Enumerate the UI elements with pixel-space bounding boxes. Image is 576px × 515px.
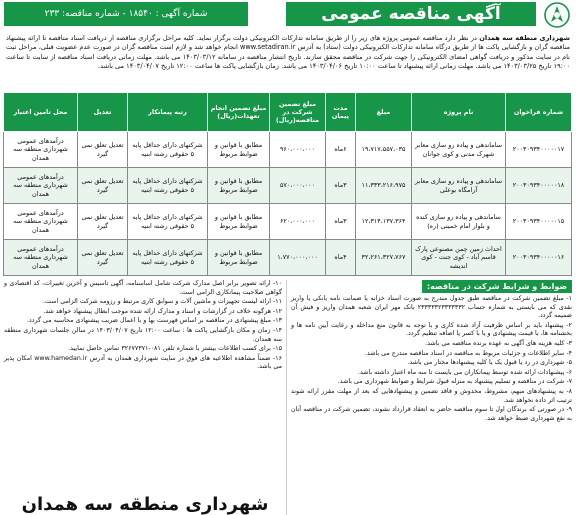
cell-call-number: ۲۰۰۳۰۹۳۴۰۰۰۰۰۱۷ (506, 132, 572, 168)
condition-item: ۶- پیشنهادات ارائه شده توسط پیمانکاران می بایست تا سه ماه اعتبار داشته باشد. (357, 368, 572, 376)
cell-project-name: ساماندهی و پیاده رو سازی کنده و بلوار امام خمینی (ره) (412, 204, 506, 240)
condition-item: ۳- کلیه هزینه های آگهی به عهده برنده مناقصه می باشد. (425, 339, 572, 347)
conditions-column-right (286, 280, 572, 515)
condition-item: ۱۵- برای کسب اطلاعات بیشتر با شماره تلفن ۰۸۱-۳۲۶۷۷۳۷۱ تماس حاصل نمایید. (68, 345, 282, 353)
intro-organization: شهرداری منطقه سه همدان (479, 34, 570, 42)
cell-bid-guarantee: ۱،۷۷۰،۰۰۰،۰۰۰ (270, 240, 326, 276)
condition-item: ۱۲- هرگونه خلاف در گزارشات و اسناد و مدارک ارائه شده موجب ابطال پیشنهاد خواهد شد. (43, 307, 282, 315)
cell-contractor-grade: شرکتهای دارای حداقل پایه ۵ حقوقی رشته ابنیه (128, 168, 208, 204)
header-contractor-grade: رتبه پیمانکار (128, 93, 208, 132)
conditions-title: ضوابط و شرایط شرکت در مناقصه: (422, 280, 572, 293)
cell-funding-source: درآمدهای عمومی شهرداری منطقه سه همدان (4, 204, 78, 240)
condition-item: ۲- پیشنهاد باید بر اساس ظرفیت آزاد شده کاری و با توجه به قانون منع مداخله و رعایت آیین نامه ها و بخشنامه ها، با قیمت پیشنهادی و یا با کسر یا اضافه تنظیم گردد. (291, 321, 572, 338)
condition-item: ۱۴- زمان و مکان بازگشایی پاکت ها : ساعت ۱۲:۰۰ تاریخ ۱۴۰۳/۰۴/۰۷ در سالن جلسات شهرداری منطقه سه همدان. (4, 326, 282, 343)
header-duration: مدت پیمان (326, 93, 356, 132)
intro-paragraph (6, 34, 570, 89)
cell-project-name: ساماندهی و پیاده رو سازی معابر آرامگاه بوعلی (412, 168, 506, 204)
cell-bid-guarantee: ۵۷۰،۰۰۰،۰۰۰ (270, 168, 326, 204)
condition-item: ۱۱- ارائه لیست تجهیزات و ماشین آلات و سوابق کاری مرتبط و رزومه شرکت الزامی است. (43, 298, 282, 306)
cell-call-number: ۲۰۰۳۰۹۳۴۰۰۰۰۰۱۵ (506, 204, 572, 240)
header-call-number: شماره فراخوان (506, 93, 572, 132)
cell-duration: ۳ماه (326, 204, 356, 240)
cell-duration: ۳ماه (326, 168, 356, 204)
condition-item: ۴- سایر اطلاعات و جزئیات مربوط به مناقصه در اسناد مناقصه مندرج می باشد. (364, 349, 572, 357)
cell-contractor-grade: شرکتهای دارای حداقل پایه ۵ حقوقی رشته ابنیه (128, 132, 208, 168)
municipality-logo-icon (544, 2, 570, 28)
condition-item: ۹- در صورتی که برندگان اول تا سوم مناقصه حاضر به انعقاد قرارداد نشوند، تضمین شرکت در مناقصه آنان به نفع شهرداری ضبط خواهد شد. (291, 406, 572, 422)
cell-funding-source: درآمدهای عمومی شهرداری منطقه سه همدان (4, 240, 78, 276)
header-bid-guarantee: مبلغ تضمین شرکت در مناقصه(ریال) (270, 93, 326, 132)
cell-performance-guarantee: مطابق با قوانین و ضوابط مربوط (208, 204, 270, 240)
header-performance-guarantee: مبلغ تضمین انجام تعهدات(ریال) (208, 93, 270, 132)
cell-amount: ۱۹،۷۱۷،۵۵۷،۰۳۵ (356, 132, 412, 168)
cell-call-number: ۲۰۰۳۰۹۳۴۰۰۰۰۰۱۸ (506, 168, 572, 204)
table-row (4, 168, 572, 204)
table-header-row (4, 93, 572, 132)
cell-adjustment: تعدیل تعلق نمی گیرد (78, 168, 128, 204)
notice-number: شماره آگهی : ۱۸۵۴۰ - شماره مناقصه: ۲۳۳ (4, 2, 248, 26)
cell-call-number: ۲۰۰۳۰۹۳۴۰۰۰۰۰۱۶ (506, 240, 572, 276)
cell-performance-guarantee: مطابق با قوانین و ضوابط مربوط (208, 240, 270, 276)
cell-amount: ۱۲،۳۱۴،۱۳۷،۳۶۴ (356, 204, 412, 240)
intro-text: در نظر دارد مناقصه عمومی پروژه های زیر را از طریق سامانه تدارکات الکترونیکی دولت برگزار نماید. کلیه مراحل برگزاری مناقصه از دریافت اسناد مناقصه تا ارائه پیشنهاد مناقصه گران و بازگشایی پاکت ها از طریق درگاه سامانه تدارکات الکترونیکی دولت (ستاد) به آدرس www.setadiran.ir انجام خواهد شد و لازم است مناقصه گران در صورت عدم عضویت قبلی، مراحل ثبت نام در سایت مذکور و دریافت گواهی امضای الکترونیکی را جهت شرکت در مناقصه محقق سازند. تاریخ انتشار مناقصه در سامانه ۱۴۰۳/۰۳/۱۲ می باشد. مهلت زمانی دریافت اسناد مناقصه از سایت تا ساعت ۱۹:۰۰ تاریخ ۱۴۰۳/۰۳/۲۵ می باشد. مهلت زمانی ارائه پیشنهاد تا ساعت ۱۰:۰۰ تاریخ ۱۴۰۳/۰۴/۰۶ می باشد. زمان بازگشایی پاکت ها ساعت ۱۲:۰۰ تاریخ ۱۴۰۳/۰۴/۰۷ می باشد. (6, 34, 570, 70)
table-row (4, 240, 572, 276)
condition-item: ۱۳- مبلغ پیشنهادی در مناقصه بر اساس فهرست بها و با اعمال ضریب پیشنهادی محاسبه می گردد. (26, 317, 282, 325)
cell-project-name: احداث زمین چمن مصنوعی پارک قاسم آباد - کوی جنت - کوی اندیشه (412, 240, 506, 276)
cell-amount: ۱۱،۳۳۳،۲۱۶،۹۷۵ (356, 168, 412, 204)
cell-bid-guarantee: ۹۶۰،۰۰۰،۰۰۰ (270, 132, 326, 168)
cell-funding-source: درآمدهای عمومی شهرداری منطقه سه همدان (4, 132, 78, 168)
cell-contractor-grade: شرکتهای دارای حداقل پایه ۵ حقوقی رشته ابنیه (128, 204, 208, 240)
cell-bid-guarantee: ۶۲۰،۰۰۰،۰۰۰ (270, 204, 326, 240)
header-adjustment: تعدیل (78, 93, 128, 132)
condition-item: ۱- مبلغ تضمین شرکت در مناقصه طبق جدول مندرج به صورت اسناد خزانه یا ضمانت نامه بانکی یا واریز نقدی که می بایستی به شماره حساب ۲۳۳۳۳۳۲۳۳۳۳۳۳۲ بانک مهر ایران شعبه همدان واریز و فیش آن ضمیمه گردد. (291, 295, 572, 320)
condition-item: ۷- شرکت در مناقصه و تسلیم پیشنهاد به منزله قبول شرایط و ضوابط شهرداری می باشد. (337, 378, 572, 386)
cell-contractor-grade: شرکتهای دارای حداقل پایه ۵ حقوقی رشته ابنیه (128, 240, 208, 276)
conditions-section (4, 280, 572, 515)
cell-performance-guarantee: مطابق با قوانین و ضوابط مربوط (208, 132, 270, 168)
cell-funding-source: درآمدهای عمومی شهرداری منطقه سه همدان (4, 168, 78, 204)
signature-organization: شهرداری منطقه سه همدان (21, 494, 269, 515)
cell-adjustment: تعدیل تعلق نمی گیرد (78, 204, 128, 240)
notice-header (4, 2, 572, 30)
cell-adjustment: تعدیل تعلق نمی گیرد (78, 240, 128, 276)
header-amount: مبلغ (356, 93, 412, 132)
cell-project-name: ساماندهی و پیاده رو سازی معابر شهرک مدنی و کوی جوانان (412, 132, 506, 168)
cell-amount: ۳۲،۲۶۱،۳۲۷،۷۶۷ (356, 240, 412, 276)
cell-adjustment: تعدیل تعلق نمی گیرد (78, 132, 128, 168)
conditions-column-left (4, 280, 286, 515)
condition-item: ۱۰- ارائه تصویر برابر اصل مدارک شرکت شامل اساسنامه، آگهی تاسیس و آخرین تغییرات، کد اقتصادی و گواهی صلاحیت پیمانکاری الزامی است. (4, 280, 282, 296)
cell-duration: ۴ماه (326, 240, 356, 276)
table-row (4, 132, 572, 168)
header-funding-source: محل تامین اعتبار (4, 93, 78, 132)
condition-item: ۸- به پیشنهادهای مبهم، مشروط، مخدوش و فاقد تضمین و پیشنهادهایی که بعد از مهلت مقرر ارائه شوند ترتیب اثر داده نخواهد شد. (291, 387, 572, 404)
header-project-name: نام پروژه (412, 93, 506, 132)
projects-table (3, 92, 572, 276)
cell-performance-guarantee: مطابق با قوانین و ضوابط مربوط (208, 168, 270, 204)
table-row (4, 204, 572, 240)
notice-title: آگهی مناقصه عمومی (286, 2, 536, 26)
condition-item: ۱۶- ضمناً مشاهده اطلاعیه های فوق در سایت شهرداری همدان به آدرس www.hamedan.ir امکان پذیر می باشد. (4, 354, 282, 371)
condition-item: ۵- شهرداری در رد یا قبول یک یا کلیه پیشنهادها مختار می باشد. (407, 359, 572, 367)
cell-duration: ۶ماه (326, 132, 356, 168)
